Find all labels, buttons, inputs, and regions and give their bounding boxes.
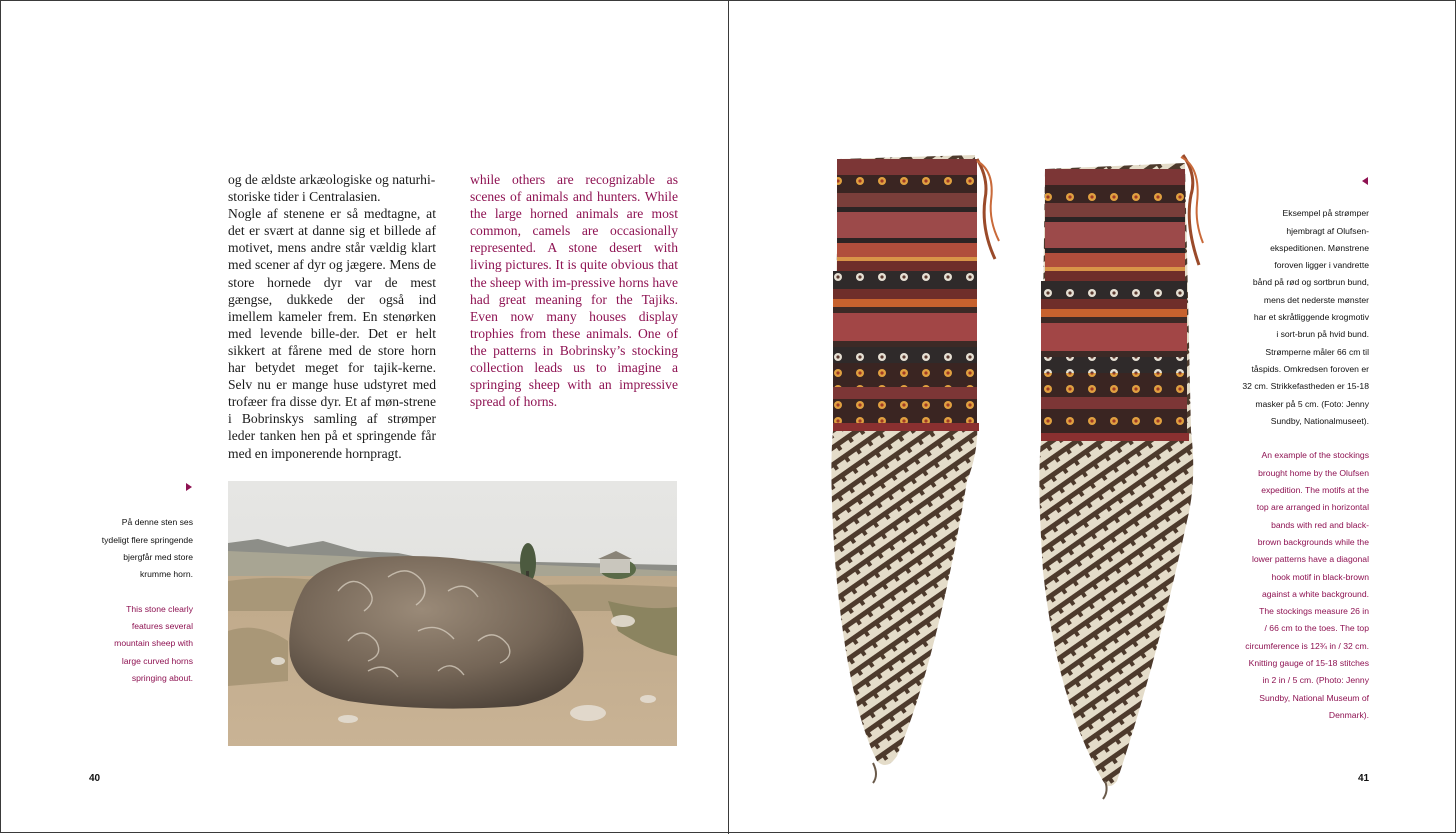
stone-caption-english: This stone clearly features several mountain sheep with large curved horns springing about. — [114, 603, 193, 683]
page-gutter — [728, 1, 729, 834]
knitted-stockings-photo — [827, 141, 1207, 801]
page-number-left: 40 — [89, 773, 101, 784]
stockings-photo-caption — [1207, 188, 1369, 742]
caption-arrow-icon — [186, 483, 192, 491]
danish-body-text: og de ældste arkæologiske og naturhi- storiske tider i Centralasien. Nogle af stenene er så medtagne, at det er svært at danne sig et billede af motivet, mens andre står vældig klart med scener af dyr og jægere. Mens de store hornede dyr var de mest gængse, dukkede der også ind imellem kameler frem. En stenørken med levende bille-der. Det er helt sikkert at fårene med de store horn har betydet meget for tajik-kerne. Selv nu er mange huse udstyret med trofæer fra disse dyr. Et af møn-strene i Bobrinskys samling af strømper leder tanken hen på et springende får med en imponerende hornpragt. — [228, 172, 436, 461]
left-stocking — [831, 155, 999, 783]
page-number-right: 41 — [1358, 773, 1370, 784]
carved-stone-photo — [228, 481, 677, 746]
stone-caption-danish: På denne sten ses tydeligt flere springende bjergfår med store krumme horn. — [101, 517, 193, 580]
caption-arrow-icon — [1362, 177, 1368, 185]
stone-photo-caption — [61, 497, 193, 705]
right-stocking — [1039, 155, 1203, 799]
stockings-caption-english: An example of the stockings brought home by the Olufsen expedition. The motifs at the top are arranged in horizontal bands with red and black- brown backgrounds while the lower patterns have a diagonal hook motif in black-brown against a white background. The stockings measure 26 in / 66 cm to the toes. The top circumference is 12¾ in / 32 cm. Knitting gauge of 15-18 stitches in 2 in / 5 cm. (Photo: Jenny Sundby, National Museum of Denmark). — [1245, 450, 1369, 720]
stockings-caption-danish: Eksempel på strømper hjembragt af Olufsen- ekspeditionen. Mønstrene foroven ligger i vandrette bånd på rød og sortbrun bund, mens det nederste mønster har et skråtliggende krogmotiv i sort-brun på hvid bund. Strømperne måler 66 cm til tåspids. Omkredsen foroven er 32 cm. Strikkefastheden er 15-18 masker på 5 cm. (Foto: Jenny Sundby, Nationalmuseet). — [1242, 208, 1369, 426]
english-body-text: while others are recognizable as scenes of animals and hunters. While the large horned animals are most common, camels are occasionally represented. A stone desert with living pictures. It is quite obvious that the sheep with im-pressive horns have had great meaning for the Tajiks. Even now many houses display trophies from these animals. One of the patterns in Bobrinsky’s stocking collection leads us to imagine a springing sheep with an impressive spread of horns. — [470, 172, 679, 410]
